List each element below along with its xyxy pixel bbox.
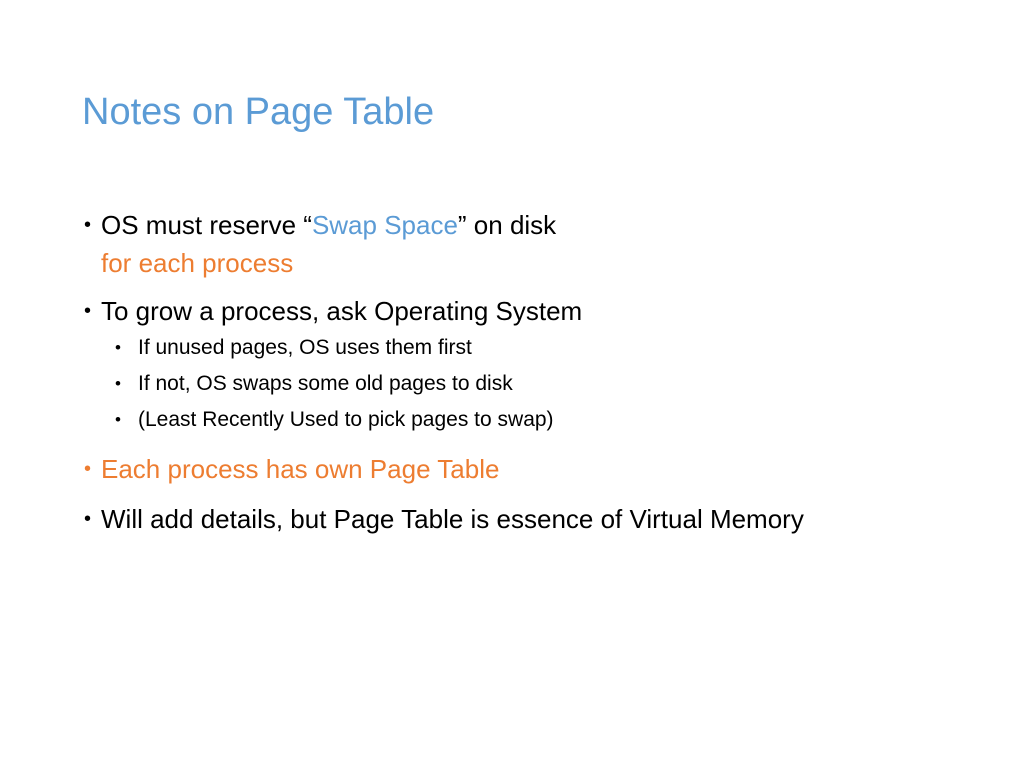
sub-bullet-text: If not, OS swaps some old pages to disk [138,372,513,395]
bullet-text: Will add details, but Page Table is essence of Virtual Memory [101,504,804,534]
swap-space-highlight: Swap Space [311,210,458,240]
sub-bullet-text: If unused pages, OS uses them first [138,336,472,359]
bullet-own-page-table [84,450,984,488]
bullet-swap-space [84,206,984,282]
slide-title: Notes on Page Table [82,91,435,133]
bullet-dot-icon: • [115,338,121,357]
for-each-process-text: for each process [101,248,294,278]
bullet-suffix: ” on disk [457,210,557,240]
sub-bullet-swaps-old-pages [84,366,984,402]
sub-bullet-text: (Least Recently Used to pick pages to swap) [138,408,554,431]
slide-body [84,206,984,538]
sub-bullet-unused-pages [84,330,984,366]
bullet-virtual-memory [84,500,984,538]
bullet-dot-icon: • [84,214,92,236]
bullet-dot-icon: • [84,300,92,322]
bullet-prefix: OS must reserve “ [101,210,312,240]
sub-bullet-lru [84,402,984,438]
bullet-text: Each process has own Page Table [101,454,500,484]
bullet-text: To grow a process, ask Operating System [101,296,583,326]
bullet-dot-icon: • [115,410,121,429]
bullet-dot-icon: • [84,458,92,480]
bullet-dot-icon: • [84,508,92,530]
bullet-grow-process [84,292,984,330]
bullet-dot-icon: • [115,374,121,393]
